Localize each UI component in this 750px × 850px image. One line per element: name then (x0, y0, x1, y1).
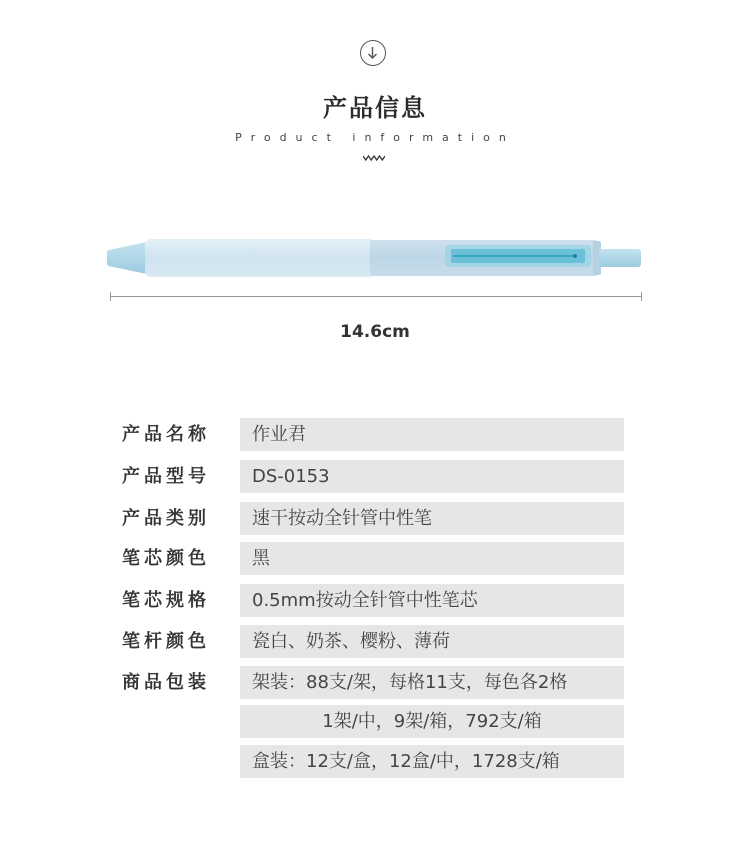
spec-label: 笔芯颜色 (122, 548, 210, 569)
spec-value: 架装：88支/架，每格11支，每色各2格 (240, 666, 624, 699)
spec-value: 1架/中，9架/箱，792支/箱 (240, 705, 624, 738)
spec-value: 瓷白、奶茶、樱粉、薄荷 (240, 625, 624, 658)
spec-label: 笔芯规格 (122, 590, 210, 611)
spec-value: 黑 (240, 542, 624, 575)
section-title: 产品信息 (323, 94, 427, 122)
measure-tick-left (110, 292, 111, 301)
spec-value: 作业君 (240, 418, 624, 451)
spec-value: 盒装：12支/盒，12盒/中，1728支/箱 (240, 745, 624, 778)
arrow-down-circle-icon (360, 40, 386, 66)
spec-value: DS-0153 (240, 460, 624, 493)
spec-label: 产品型号 (122, 466, 210, 487)
spec-label: 产品类别 (122, 508, 210, 529)
spec-label: 商品包装 (122, 672, 210, 693)
spec-label: 笔杆颜色 (122, 631, 210, 652)
measure-line (110, 296, 642, 297)
spec-value: 0.5mm按动全针管中性笔芯 (240, 584, 624, 617)
spec-value: 速干按动全针管中性笔 (240, 502, 624, 535)
pen-image (105, 236, 645, 280)
section-subtitle: Product information (235, 131, 515, 144)
measure-tick-right (641, 292, 642, 301)
spec-label: 产品名称 (122, 424, 210, 445)
pen-length-label: 14.6cm (340, 322, 410, 342)
wave-icon (363, 155, 385, 161)
